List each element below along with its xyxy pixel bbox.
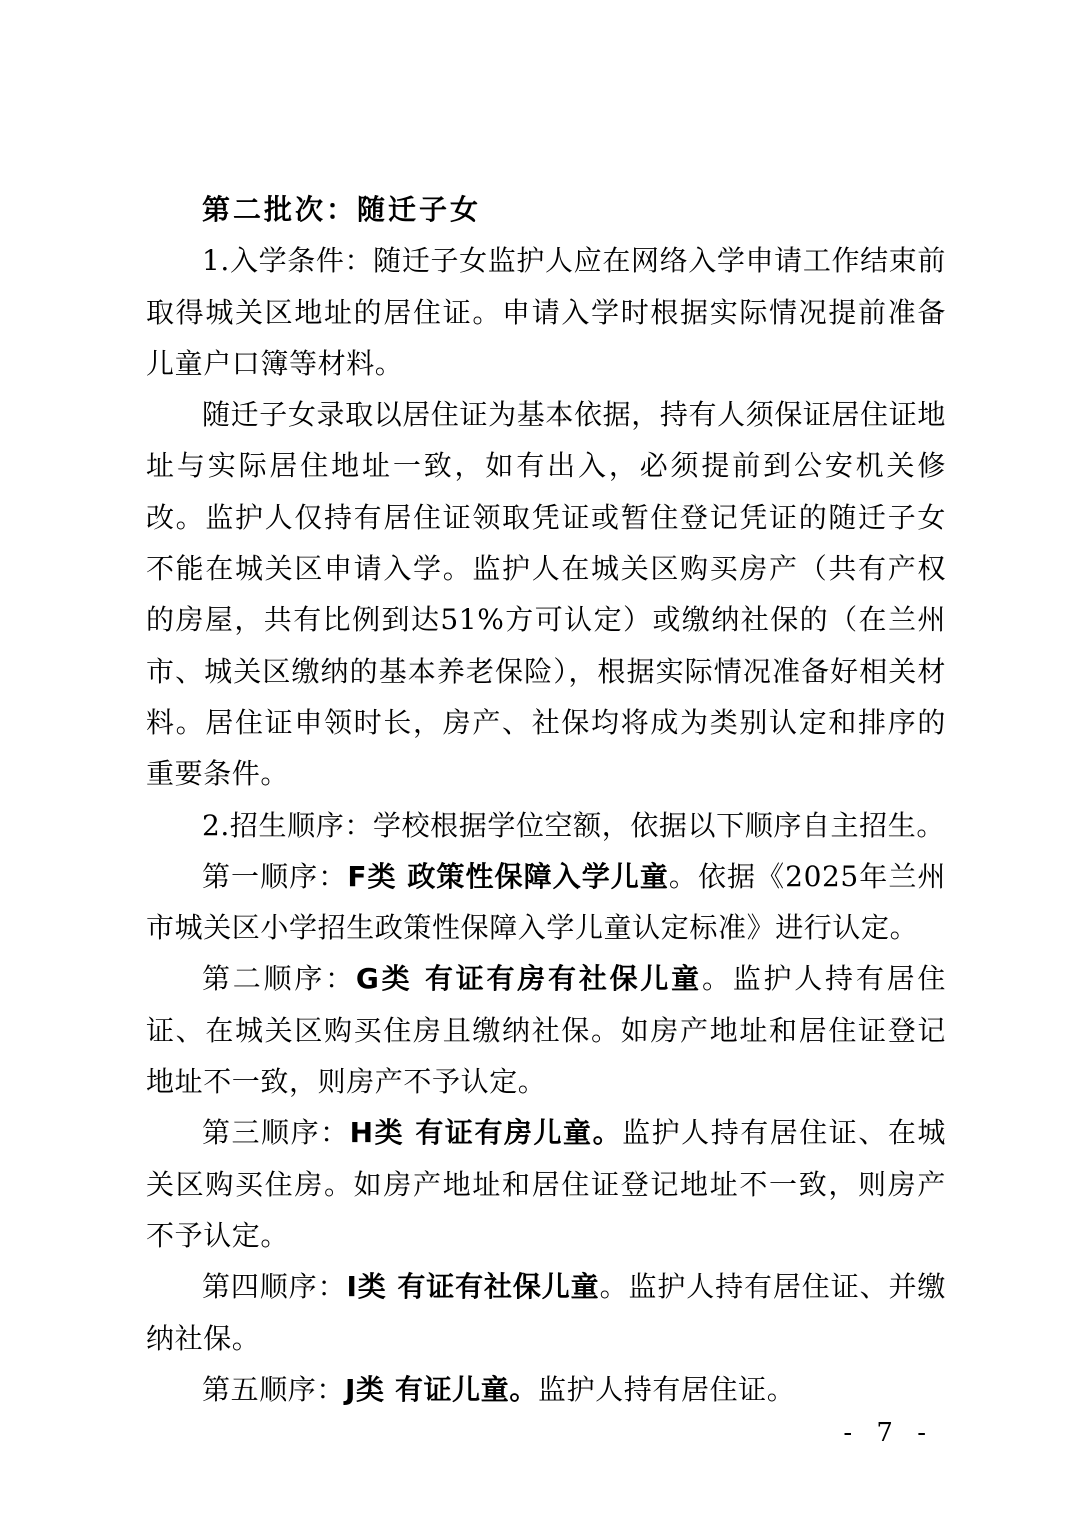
- order-text: 监护人持有居住证、在城关区购买住房。如房产地址和居住证登记地址不一致，则房产不予认定。: [146, 1116, 946, 1252]
- order-category: F类 政策性保障入学儿童: [347, 859, 669, 893]
- order-lead: 第二顺序：: [202, 962, 356, 996]
- order-text: 。监护人持有居住证、并缴纳社保。: [146, 1270, 946, 1355]
- order-lead: 第五顺序：: [202, 1372, 346, 1406]
- order-category: H类 有证有房儿童。: [349, 1116, 623, 1150]
- order-text: 。依据《2025年兰州市城关区小学招生政策性保障入学儿童认定标准》进行认定。: [146, 859, 947, 945]
- document-body: [146, 184, 946, 1415]
- order-text: 监护人持有居住证。: [537, 1372, 796, 1406]
- paragraph-residence-permit-rules: 随迁子女录取以居住证为基本依据，持有人须保证居住证地址与实际居住地址一致，如有出入，必须提前到公安机关修改。监护人仅持有居住证领取凭证或暂住登记凭证的随迁子女不能在城关区申请入学。监护人在城关区购买房产（共有产权的房屋，共有比例到达51%方可认定）或缴纳社保的（在兰州市、城关区缴纳的基本养老保险），根据实际情况准备好相关材料。居住证申领时长，房产、社保均将成为类别认定和排序的重要条件。: [146, 398, 946, 791]
- paragraph-enrollment-order: 2.招生顺序：学校根据学位空额，依据以下顺序自主招生。: [202, 808, 945, 842]
- order-item-5: [146, 1364, 946, 1415]
- order-lead: 第一顺序：: [202, 859, 348, 893]
- page-number: - 7 -: [843, 1418, 934, 1448]
- order-category: G类 有证有房有社保儿童: [355, 962, 702, 996]
- order-category: J类 有证儿童。: [345, 1372, 538, 1406]
- order-text: 。监护人持有居住证、在城关区购买住房且缴纳社保。如房产地址和居住证登记地址不一致，则房产不予认定。: [146, 962, 946, 1099]
- order-item-2: [146, 953, 946, 1107]
- section-heading: 第二批次：随迁子女: [202, 193, 482, 226]
- order-item-3: [146, 1107, 946, 1261]
- order-lead: 第三顺序：: [202, 1116, 350, 1150]
- order-item-1: [146, 851, 946, 954]
- order-category: I类 有证有社保儿童: [346, 1270, 600, 1304]
- order-lead: 第四顺序：: [202, 1270, 347, 1304]
- order-item-4: [146, 1261, 946, 1364]
- paragraph-admission-conditions: 1.入学条件：随迁子女监护人应在网络入学申请工作结束前取得城关区地址的居住证。申请入学时根据实际情况提前准备儿童户口簿等材料。: [146, 244, 946, 380]
